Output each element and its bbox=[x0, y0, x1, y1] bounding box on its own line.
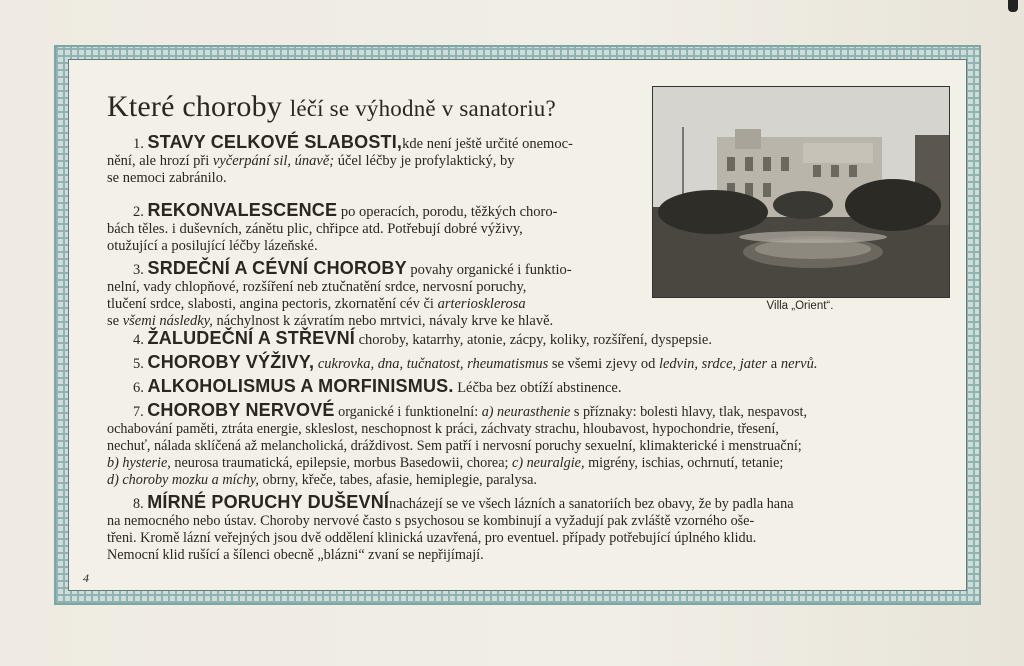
item-1-line-2c: účel léčby je profylaktický, by bbox=[334, 153, 515, 169]
item-3 bbox=[107, 260, 572, 330]
item-8-line-2: na nemocného nebo ústav. Choroby nervové často s psychosou se kombinují a vyžadují pak zvláště vzorného oše- bbox=[107, 513, 755, 529]
item-4-number: 4. bbox=[133, 332, 144, 348]
item-7-heading: CHOROBY NERVOVÉ bbox=[147, 400, 335, 420]
item-6-heading: ALKOHOLISMUS A MORFINISMUS. bbox=[147, 376, 454, 396]
item-2-number: 2. bbox=[133, 204, 144, 220]
item-6 bbox=[107, 378, 621, 397]
item-3-line-2: nelní, vady chlopňové, rozšíření neb ztučnatění srdce, nervosní poruchy, bbox=[107, 279, 527, 295]
item-6-number: 6. bbox=[133, 380, 144, 396]
item-1-number: 1. bbox=[133, 136, 144, 152]
item-7-line-4a: b) hysterie, bbox=[107, 455, 171, 471]
item-2-heading: REKONVALESCENCE bbox=[147, 200, 338, 220]
item-4-heading: ŽALUDEČNÍ A STŘEVNÍ bbox=[147, 328, 355, 348]
item-5-number: 5. bbox=[133, 356, 144, 372]
item-3-line-3a: tlučení srdce, slabosti, angina pectoris, zkornatění cév či bbox=[107, 296, 438, 312]
item-4 bbox=[107, 330, 712, 349]
item-3-heading: SRDEČNÍ A CÉVNÍ CHOROBY bbox=[147, 258, 407, 278]
item-7-line-4c: c) neuralgie, bbox=[512, 455, 585, 471]
villa-illustration bbox=[653, 87, 949, 297]
item-8-heading: MÍRNÉ PORUCHY DUŠEVNÍ bbox=[147, 492, 390, 512]
item-8-number: 8. bbox=[133, 496, 144, 512]
item-1-line-1: kde není ještě určité onemoc- bbox=[402, 136, 573, 152]
item-4-line-1: choroby, katarrhy, atonie, zácpy, koliky, rozšíření, dyspepsie. bbox=[358, 332, 712, 348]
item-7-line-5b: obrny, křeče, tabes, afasie, hemiplegie, paralysa. bbox=[258, 472, 537, 488]
item-7-line-1a: organické i funktionelní: bbox=[338, 404, 482, 420]
item-3-line-4c: náchylnost k závratím nebo mrtvici, návaly krve ke hlavě. bbox=[212, 313, 554, 329]
item-7-line-1c: s příznaky: bolesti hlavy, tlak, nespavost, bbox=[570, 404, 808, 420]
item-7-line-1b: a) neurasthenie bbox=[481, 404, 571, 420]
item-1-line-2a: nění, ale hrozí při bbox=[107, 153, 213, 169]
page-title bbox=[107, 90, 556, 124]
item-5-line-1c: ledvin, srdce, jater bbox=[658, 356, 768, 372]
item-5-line-1a: cukrovka, dna, tučnatost, rheumatismus bbox=[317, 356, 549, 372]
item-2-line-2: bách těles. i duševních, zánětu plic, chřipce atd. Potřebují dobré výživy, bbox=[107, 221, 523, 237]
item-5 bbox=[107, 354, 817, 373]
item-5-heading: CHOROBY VÝŽIVY, bbox=[147, 352, 315, 372]
item-8-line-4: Nemocní klid rušící a šílenci obecně „blázni“ zvaní se nepřijímají. bbox=[107, 547, 484, 563]
item-1-heading: STAVY CELKOVÉ SLABOSTI, bbox=[147, 132, 403, 152]
item-3-line-4b: všemi následky, bbox=[122, 313, 213, 329]
item-5-line-1e: nervů. bbox=[780, 356, 818, 372]
item-3-number: 3. bbox=[133, 262, 144, 278]
item-7-line-5a: d) choroby mozku a míchy, bbox=[107, 472, 259, 488]
ornamental-border bbox=[54, 45, 981, 605]
item-2 bbox=[107, 202, 557, 255]
item-7-number: 7. bbox=[133, 404, 144, 420]
villa-photo bbox=[652, 86, 950, 298]
item-3-line-1: povahy organické i funktio- bbox=[410, 262, 572, 278]
item-7-line-4d: migrény, ischias, ochrnutí, tetanie; bbox=[584, 455, 784, 471]
item-7 bbox=[107, 402, 807, 489]
item-1-line-3: se nemoci zabránilo. bbox=[107, 170, 227, 186]
item-8-line-3: třeni. Kromě lázní veřejných jsou dvě oddělení klinická uzavřená, pro eventuel. případy potřebující úplného klidu. bbox=[107, 530, 757, 546]
item-2-line-1: po operacích, porodu, těžkých choro- bbox=[340, 204, 558, 220]
item-3-line-4a: se bbox=[107, 313, 123, 329]
page-corner-mark bbox=[1008, 0, 1018, 12]
page-number: 4 bbox=[83, 571, 89, 585]
item-5-line-1d: a bbox=[767, 356, 781, 372]
title-part-large: Které choroby bbox=[107, 90, 283, 123]
item-2-line-3: otužující a posilující léčby lázeňské. bbox=[107, 238, 318, 254]
item-7-line-3: nechuť, nálada sklíčená až melancholická, dráždivost. Sem patří i nervosní poruchy sexuelní, klimakterické i menstruační; bbox=[107, 438, 802, 454]
item-8-line-1: nacházejí se ve všech lázních a sanatoriích bez obavy, že by padla hana bbox=[389, 496, 794, 512]
item-3-line-3b: arteriosklerosa bbox=[437, 296, 526, 312]
item-6-line-1: Léčba bez obtíží abstinence. bbox=[457, 380, 622, 396]
item-7-line-2: ochabování paměti, ztráta energie, skleslost, neschopnost k práci, záchvaty strachu, hloubavost, hypochondrie, třesení, bbox=[107, 421, 779, 437]
item-1 bbox=[107, 134, 573, 187]
item-5-line-1b: se všemi zjevy od bbox=[548, 356, 659, 372]
title-part-small: léčí se výhodně v sanatoriu? bbox=[289, 96, 556, 121]
item-7-line-4b: neurosa traumatická, epilepsie, morbus Basedowii, chorea; bbox=[170, 455, 513, 471]
photo-caption: Villa „Orient“. bbox=[766, 300, 834, 312]
item-1-line-2b: vyčerpání sil, únavě; bbox=[212, 153, 335, 169]
text-panel bbox=[68, 59, 967, 591]
item-8 bbox=[107, 494, 794, 564]
